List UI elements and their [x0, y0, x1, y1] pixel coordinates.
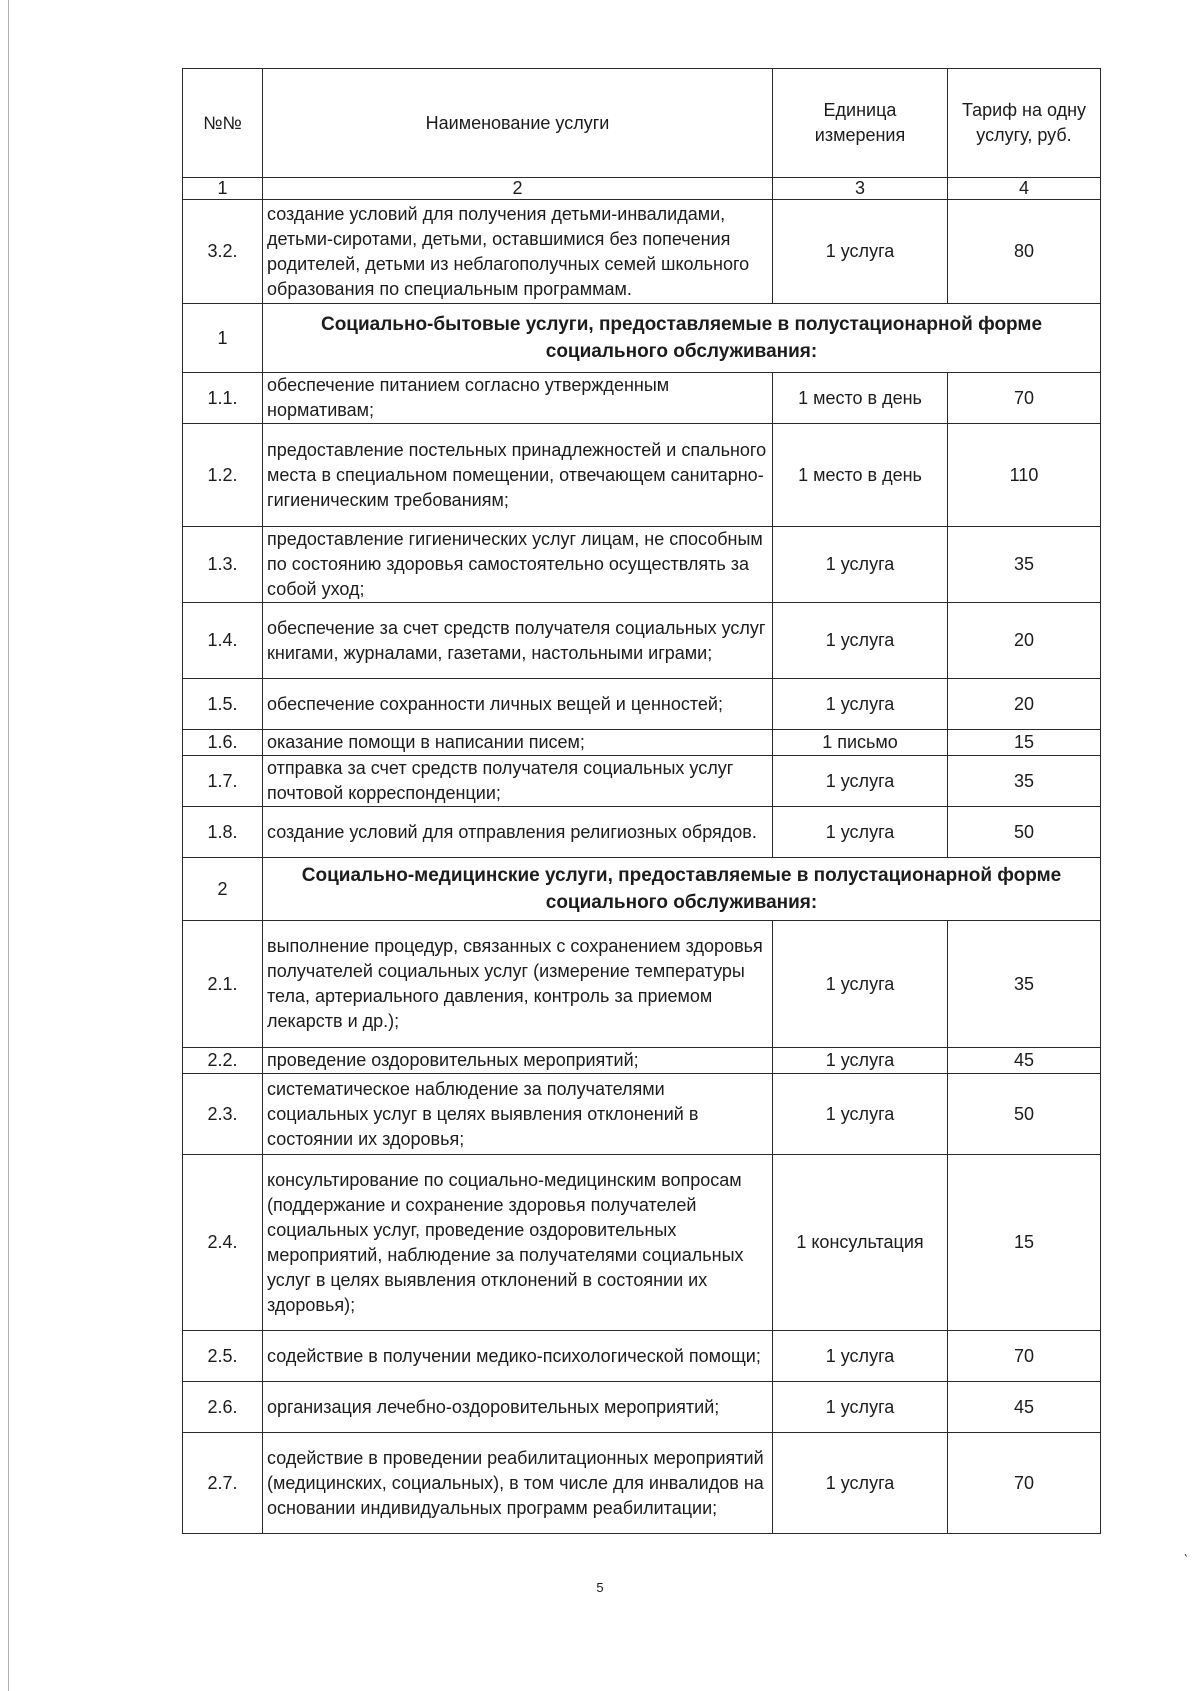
row-number: 2.1. [183, 921, 263, 1048]
table-row [183, 756, 1101, 807]
service-name: создание условий для получения детьми-инвалидами, детьми-сиротами, детьми, оставшимися без попечения родителей, детьми из неблагополучных семей школьного образования по специальным программам. [263, 200, 773, 304]
scan-speck: , [1178, 1545, 1189, 1559]
table-row [183, 1331, 1101, 1382]
tariff: 50 [948, 1074, 1101, 1155]
tariff: 35 [948, 921, 1101, 1048]
row-number: 1.2. [183, 424, 263, 527]
unit: 1 письмо [773, 730, 948, 756]
unit: 1 консультация [773, 1155, 948, 1331]
tariff: 20 [948, 603, 1101, 679]
row-number: 2.4. [183, 1155, 263, 1331]
unit: 1 услуга [773, 807, 948, 858]
unit: 1 услуга [773, 200, 948, 304]
row-number: 2.5. [183, 1331, 263, 1382]
unit: 1 услуга [773, 756, 948, 807]
table-row [183, 603, 1101, 679]
unit: 1 услуга [773, 1331, 948, 1382]
table-row [183, 200, 1101, 304]
tariff: 35 [948, 756, 1101, 807]
table-row [183, 679, 1101, 730]
tariff: 70 [948, 1331, 1101, 1382]
header-number: №№ [183, 69, 263, 178]
service-name: предоставление гигиенических услуг лицам, не способным по состоянию здоровья самостоятельно осуществлять за собой уход; [263, 527, 773, 603]
row-number: 3.2. [183, 200, 263, 304]
unit: 1 услуга [773, 921, 948, 1048]
tariff: 80 [948, 200, 1101, 304]
unit: 1 место в день [773, 373, 948, 424]
table-row [183, 527, 1101, 603]
tariff: 45 [948, 1048, 1101, 1074]
header-unit: Единица измерения [773, 69, 948, 178]
service-name: проведение оздоровительных мероприятий; [263, 1048, 773, 1074]
service-name: выполнение процедур, связанных с сохранением здоровья получателей социальных услуг (измерение температуры тела, артериального давления, контроль за приемом лекарств и др.); [263, 921, 773, 1048]
table-row [183, 730, 1101, 756]
table-row [183, 921, 1101, 1048]
table-row [183, 1382, 1101, 1433]
service-name: оказание помощи в написании писем; [263, 730, 773, 756]
section-title: Социально-медицинские услуги, предоставляемые в полустационарной форме социального обслуживания: [263, 858, 1101, 921]
section-title: Социально-бытовые услуги, предоставляемые в полустационарной форме социального обслуживания: [263, 304, 1101, 373]
row-number: 2.3. [183, 1074, 263, 1155]
tariff: 15 [948, 1155, 1101, 1331]
section-number: 2 [183, 858, 263, 921]
table-row [183, 1155, 1101, 1331]
column-number: 3 [773, 178, 948, 200]
unit: 1 услуга [773, 1433, 948, 1534]
table-row [183, 1048, 1101, 1074]
row-number: 1.4. [183, 603, 263, 679]
table-header-row [183, 69, 1101, 178]
unit: 1 услуга [773, 1074, 948, 1155]
page-number: 5 [596, 1580, 604, 1595]
column-number: 1 [183, 178, 263, 200]
row-number: 1.1. [183, 373, 263, 424]
row-number: 2.2. [183, 1048, 263, 1074]
service-name: отправка за счет средств получателя социальных услуг почтовой корреспонденции; [263, 756, 773, 807]
unit: 1 услуга [773, 679, 948, 730]
header-tariff: Тариф на одну услугу, руб. [948, 69, 1101, 178]
service-name: обеспечение за счет средств получателя социальных услуг книгами, журналами, газетами, настольными играми; [263, 603, 773, 679]
tariff: 20 [948, 679, 1101, 730]
table-row [183, 1074, 1101, 1155]
tariff: 15 [948, 730, 1101, 756]
tariff: 70 [948, 1433, 1101, 1534]
table-row [183, 373, 1101, 424]
unit: 1 услуга [773, 603, 948, 679]
unit: 1 услуга [773, 1048, 948, 1074]
service-name: консультирование по социально-медицинским вопросам (поддержание и сохранение здоровья получателей социальных услуг, проведение оздоровительных мероприятий, наблюдение за получателями социальных услуг в целях выявления отклонений в состоянии их здоровья); [263, 1155, 773, 1331]
service-name: систематическое наблюдение за получателями социальных услуг в целях выявления отклонений в состоянии их здоровья; [263, 1074, 773, 1155]
column-number-row [183, 178, 1101, 200]
row-number: 2.7. [183, 1433, 263, 1534]
service-name: создание условий для отправления религиозных обрядов. [263, 807, 773, 858]
table-row [183, 424, 1101, 527]
tariff: 50 [948, 807, 1101, 858]
service-name: организация лечебно-оздоровительных мероприятий; [263, 1382, 773, 1433]
row-number: 1.6. [183, 730, 263, 756]
tariff: 110 [948, 424, 1101, 527]
unit: 1 место в день [773, 424, 948, 527]
tariff: 70 [948, 373, 1101, 424]
section-row [183, 304, 1101, 373]
service-name: обеспечение питанием согласно утвержденным нормативам; [263, 373, 773, 424]
tariff: 45 [948, 1382, 1101, 1433]
column-number: 2 [263, 178, 773, 200]
unit: 1 услуга [773, 1382, 948, 1433]
row-number: 1.7. [183, 756, 263, 807]
table-row [183, 1433, 1101, 1534]
row-number: 1.8. [183, 807, 263, 858]
row-number: 1.5. [183, 679, 263, 730]
service-name: содействие в проведении реабилитационных мероприятий (медицинских, социальных), в том числе для инвалидов на основании индивидуальных программ реабилитации; [263, 1433, 773, 1534]
scan-edge-line [8, 0, 9, 1691]
unit: 1 услуга [773, 527, 948, 603]
column-number: 4 [948, 178, 1101, 200]
tariff-table-container [182, 68, 1100, 1534]
service-name: предоставление постельных принадлежностей и спального места в специальном помещении, отвечающем санитарно-гигиеническим требованиям; [263, 424, 773, 527]
row-number: 2.6. [183, 1382, 263, 1433]
service-name: содействие в получении медико-психологической помощи; [263, 1331, 773, 1382]
table-row [183, 807, 1101, 858]
header-service-name: Наименование услуги [263, 69, 773, 178]
tariff-table [182, 68, 1101, 1534]
row-number: 1.3. [183, 527, 263, 603]
service-name: обеспечение сохранности личных вещей и ценностей; [263, 679, 773, 730]
section-number: 1 [183, 304, 263, 373]
tariff: 35 [948, 527, 1101, 603]
section-row [183, 858, 1101, 921]
